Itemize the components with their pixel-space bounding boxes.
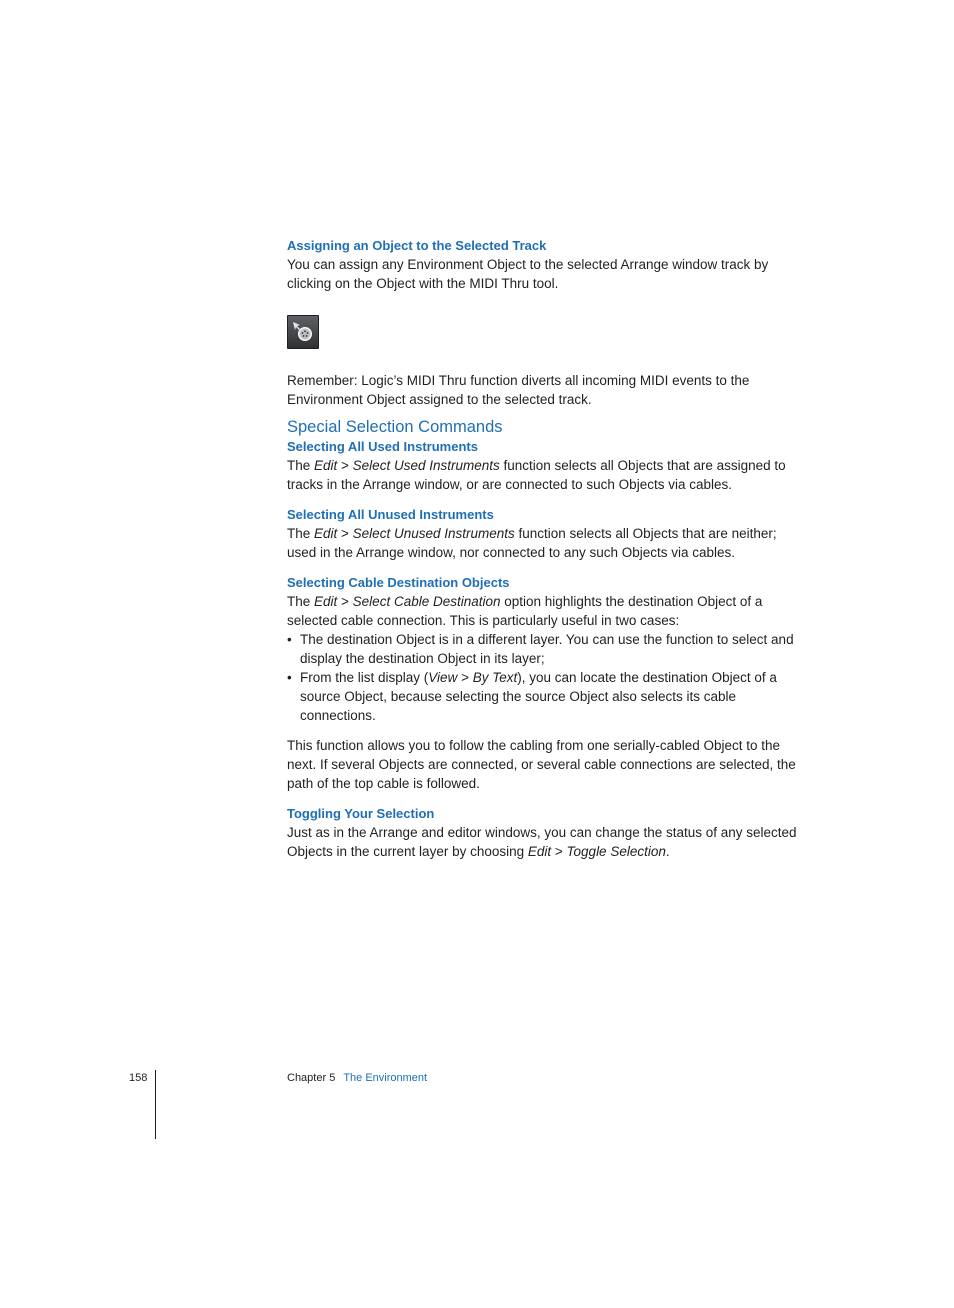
- heading-special-selection: Special Selection Commands: [287, 418, 503, 436]
- heading-used-instruments: Selecting All Used Instruments: [287, 439, 478, 454]
- list-item: • From the list display (View > By Text), you can locate the destination Object of a source Object, because selecting the source Object also selects its cable connections.: [287, 668, 799, 725]
- paragraph-toggling-selection: Just as in the Arrange and editor windows, you can change the status of any selected Objects in the current layer by choosing Edit > Toggle Selection.: [287, 825, 797, 859]
- heading-assigning-object: Assigning an Object to the Selected Track: [287, 238, 547, 253]
- heading-cable-destination: Selecting Cable Destination Objects: [287, 575, 510, 590]
- heading-toggling-selection: Toggling Your Selection: [287, 806, 435, 821]
- paragraph-cable-destination: The Edit > Select Cable Destination option highlights the destination Object of a selected cable connection. This is particularly useful in two cases:: [287, 594, 763, 628]
- paragraph-assign-body: You can assign any Environment Object to the selected Arrange window track by clicking on the Object with the MIDI Thru tool.: [287, 257, 769, 291]
- chapter-title: The Environment: [343, 1072, 428, 1084]
- paragraph-cabling-followup: This function allows you to follow the cabling from one serially-cabled Object to the next. If several Objects are connected, or several cable connections are selected, the path of the top cable is followed.: [287, 738, 796, 791]
- list-item: • The destination Object is in a different layer. You can use the function to select and display the destination Object in its layer;: [287, 630, 799, 668]
- page-number: 158: [129, 1072, 148, 1084]
- bullet-list: [287, 630, 799, 725]
- midi-thru-tool-icon: [287, 315, 319, 349]
- paragraph-unused-instruments: The Edit > Select Unused Instruments function selects all Objects that are neither; used in the Arrange window, nor connected to any such Objects via cables.: [287, 526, 777, 560]
- heading-unused-instruments: Selecting All Unused Instruments: [287, 507, 494, 522]
- footer-divider: [155, 1070, 156, 1139]
- footer-chapter: [287, 1070, 427, 1086]
- paragraph-remember: Remember: Logic’s MIDI Thru function diverts all incoming MIDI events to the Environment Object assigned to the selected track.: [287, 373, 750, 407]
- paragraph-used-instruments: The Edit > Select Used Instruments function selects all Objects that are assigned to tracks in the Arrange window, or are connected to such Objects via cables.: [287, 458, 786, 492]
- chapter-label: Chapter 5: [287, 1072, 336, 1084]
- page-content: [287, 236, 799, 861]
